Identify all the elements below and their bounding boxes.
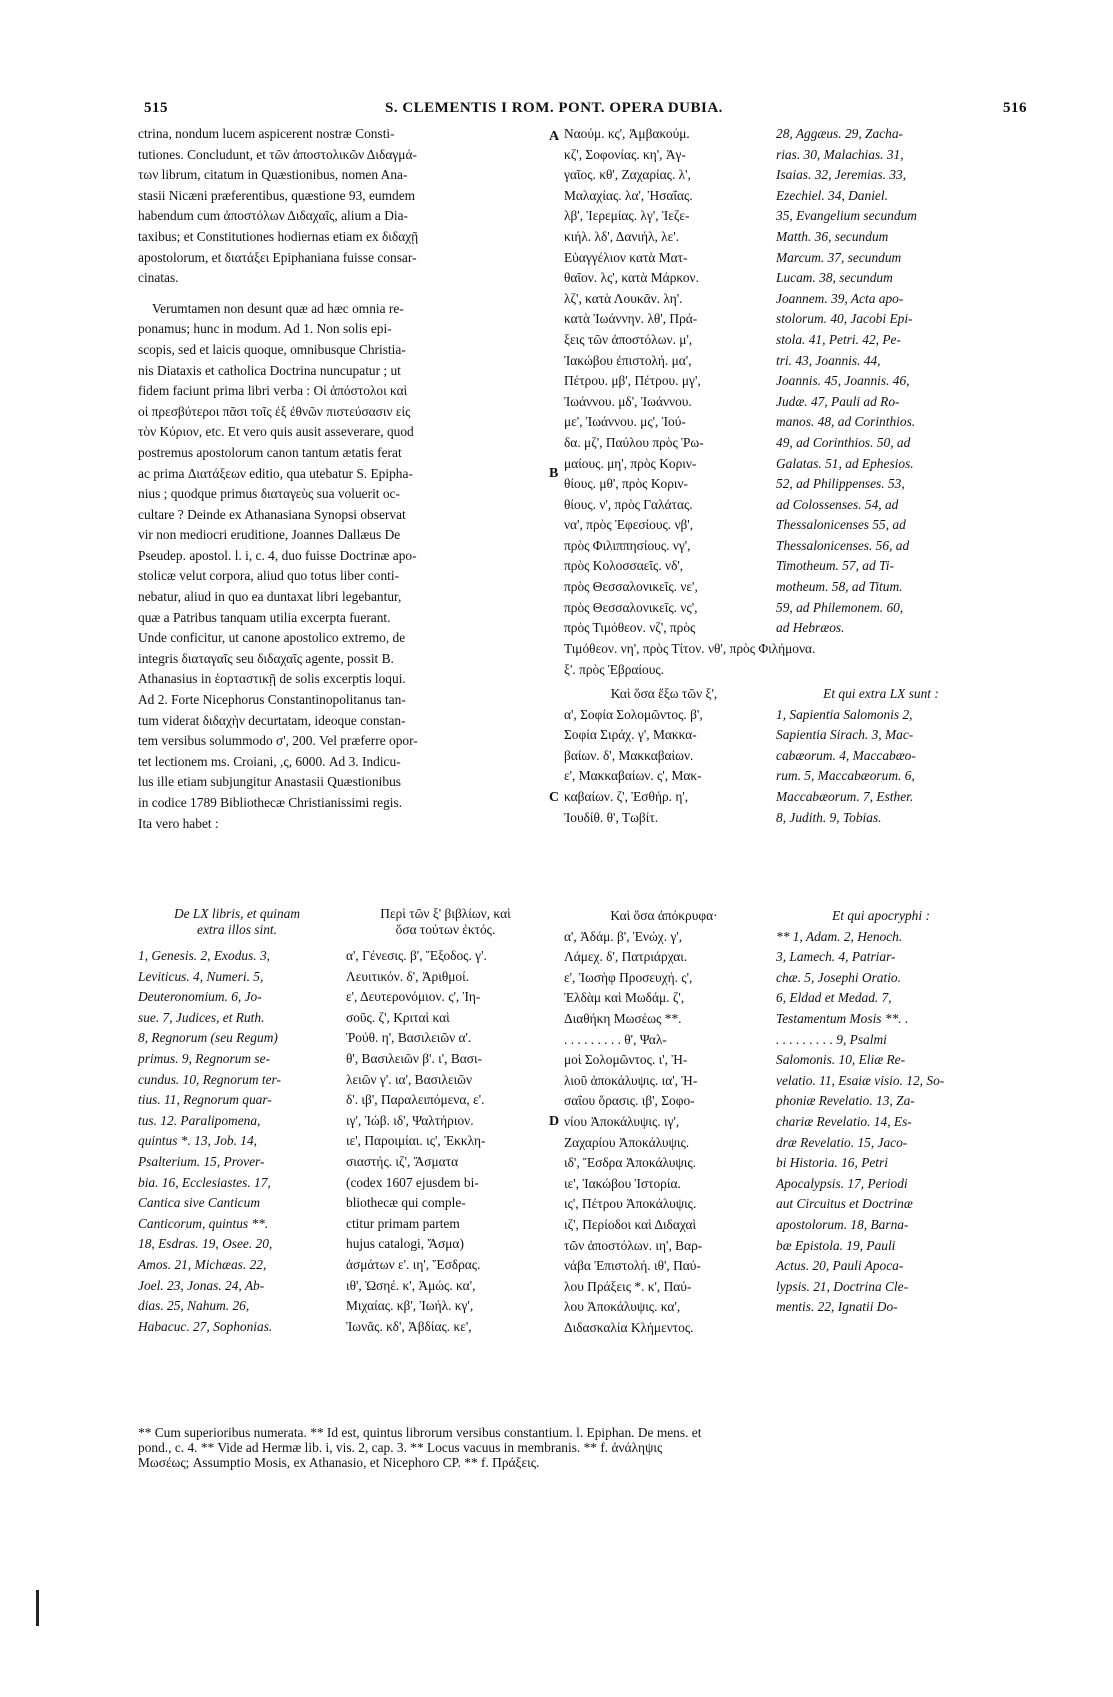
text-line: Canticorum, quintus **. (138, 1215, 269, 1231)
text-line: lus ille etiam subjungitur Anastasii Quæstionibus (138, 774, 401, 790)
text-line: Joannis. 45, Joannis. 46, (776, 373, 910, 389)
page-number-left: 515 (144, 100, 168, 116)
latin-sixty-books-list (138, 906, 336, 1337)
text-line: Σοφία Σιράχ. γ', Μακκα- (564, 727, 697, 743)
text-line: ctrina, nondum lucem aspicerent nostræ Consti- (138, 126, 395, 141)
text-line: stola. 41, Petri. 42, Pe- (776, 331, 901, 347)
text-line: πρὸς Τιμόθεον. νζ', πρὸς (564, 620, 696, 636)
text-line: habendum cum ἀποστόλων Διδαχαῖς, alium a Dia- (138, 208, 408, 224)
text-line: Verumtamen non desunt quæ ad hæc omnia re- (152, 300, 404, 316)
text-line: α', Γένεσις. β', Ἔξοδος. γ'. (346, 948, 487, 963)
text-line: ** 1, Adam. 2, Henoch. (776, 928, 903, 944)
text-line: cinatas. (138, 270, 179, 286)
text-line: πρὸς Θεσσαλονικεῖς. νς', (564, 599, 698, 615)
text-line: . . . . . . . . . 9, Psalmi (776, 1031, 887, 1047)
text-line: νάβα Ἐπιστολή. ιθ', Παύ- (564, 1258, 701, 1274)
section-heading: extra illos sint. (197, 922, 277, 937)
text-line: θίους. μθ', πρὸς Κοριν- (564, 476, 688, 492)
text-line: Ναούμ. κς', Ἀμβακούμ. (564, 126, 690, 141)
text-line: πρὸς Θεσσαλονικεῖς. νε', (564, 579, 698, 595)
text-line: Ἰακώβου ἐπιστολή. μα', (564, 352, 692, 368)
text-line: motheum. 58, ad Titum. (776, 579, 903, 595)
text-line: κζ', Σοφονίας. κη', Ἀγ- (564, 146, 686, 162)
text-line: quæ a Patribus tanquam utilia excerpta fuerant. (138, 609, 391, 625)
spanning-greek-lines (564, 639, 986, 680)
text-line: ιζ', Περίοδοι καὶ Διδαχαὶ (564, 1216, 697, 1232)
text-line: bia. 16, Ecclesiastes. 17, (138, 1174, 271, 1190)
text-line: ξεις τῶν ἀποστόλων. μ', (564, 331, 693, 347)
text-line: velatio. 11, Esaiæ visio. 12, So- (776, 1072, 945, 1088)
text-line: ε', Μακκαβαίων. ς', Μακ- (564, 768, 702, 784)
text-line: Pseudep. apostol. l. i, c. 4, duo fuisse Doctrinæ apo- (138, 547, 417, 563)
text-line: 1, Genesis. 2, Exodus. 3, (138, 948, 271, 963)
text-line: κιήλ. λδ', Δανιήλ, λε'. (564, 228, 680, 244)
text-line: Galatas. 51, ad Ephesios. (776, 455, 914, 471)
text-line: σοῦς. ζ', Κριταὶ καὶ (346, 1009, 450, 1025)
text-line: 1, Sapientia Salomonis 2, (776, 706, 913, 722)
text-line: Marcum. 37, secundum (776, 249, 902, 265)
text-line: Cantica sive Canticum (138, 1195, 260, 1211)
text-line: . . . . . . . . . θ', Ψαλ- (564, 1031, 667, 1047)
text-line: τῶν ἀποστόλων. ιη', Βαρ- (564, 1237, 703, 1253)
text-line: tem versibus solummodo σ', 200. Vel præferre opor- (138, 733, 418, 749)
text-line: ε', Δευτερονόμιον. ς', Ἰη- (346, 989, 481, 1005)
text-line: taxibus; et Constitutiones hodiernas etiam ex διδαχῇ (138, 228, 419, 244)
text-line: πρὸς Κολοσσαεῖς. νδ', (564, 558, 684, 574)
margin-letter-c: C (549, 790, 560, 805)
text-line: Apocalypsis. 17, Periodi (776, 1175, 908, 1191)
text-line: των librum, citatum in Quæstionibus, nomen Ana- (138, 167, 408, 183)
text-line: Ad 2. Forte Nicephorus Constantinopolitanus tan- (138, 692, 406, 708)
section-heading: Et qui extra LX sunt : (823, 686, 939, 701)
text-line: ιε', Παροιμίαι. ις', Ἐκκλη- (346, 1133, 486, 1149)
text-line: Deuteronomium. 6, Jo- (138, 989, 262, 1005)
section-heading: De LX libris, et quinam (173, 906, 301, 921)
text-line: με', Ἰωάννου. μς', Ἰού- (564, 414, 686, 430)
section-heading: Περὶ τῶν ξ' βιβλίων, καὶ (380, 906, 511, 921)
text-line: ιγ', Ἰώβ. ιδ', Ψαλτήριον. (346, 1112, 474, 1128)
text-line: 35, Evangelium secundum (776, 208, 917, 224)
text-line: Λάμεχ. δ', Πατριάρχαι. (564, 949, 688, 965)
text-line: chæ. 5, Josephi Oratio. (776, 969, 901, 985)
text-line: Διδασκαλία Κλήμεντος. (564, 1319, 694, 1335)
latin-extra-books (776, 684, 986, 828)
text-line: manos. 48, ad Corinthios. (776, 414, 916, 430)
text-line: 8, Judith. 9, Tobias. (776, 809, 882, 825)
greek-extra-books (564, 684, 764, 828)
text-line: ιε', Ἰακώβου Ἱστορία. (564, 1175, 681, 1191)
text-line: σαΐου ὅρασις. ιβ', Σοφο- (564, 1093, 695, 1109)
text-line: apostolorum, et διατάξει Epiphaniana fuisse consar- (138, 249, 417, 265)
text-line: Maccabæorum. 7, Esther. (776, 788, 914, 804)
section-heading: Et qui apocryphi : (832, 908, 930, 923)
text-line: cultare ? Deinde ex Athanasiana Synopsi observat (138, 506, 406, 522)
text-line: Leviticus. 4, Numeri. 5, (138, 968, 264, 984)
left-column-prose (138, 124, 545, 834)
text-line: Sapientia Sirach. 3, Mac- (776, 727, 914, 743)
text-line: Ἰωάννου. μδ', Ἰωάννου. (564, 393, 692, 409)
text-line: 8, Regnorum (seu Regum) (138, 1030, 278, 1046)
text-line: τὸν Κύριον, etc. Et vero quis ausit asseverare, quod (138, 424, 414, 440)
text-line: sue. 7, Judices, et Ruth. (138, 1009, 265, 1025)
text-line: Ἐλδὰμ καὶ Μωδάμ. ζ', (564, 990, 685, 1006)
text-line: Λευιτικόν. δ', Ἀριθμοί. (346, 968, 470, 984)
text-line: καβαίων. ζ', Ἐσθήρ. η', (564, 788, 689, 804)
text-line: δα. μζ', Παύλου πρὸς Ῥω- (564, 434, 704, 450)
text-line: cundus. 10, Regnorum ter- (138, 1071, 281, 1087)
text-line: rum. 5, Maccabæorum. 6, (776, 768, 915, 784)
text-line: nis Diataxis et catholica Doctrina nuncupatur ; ut (138, 362, 401, 378)
text-line: λου Πράξεις *. κ', Παύ- (564, 1278, 692, 1294)
text-line: (codex 1607 ejusdem bi- (346, 1174, 479, 1190)
text-line: scopis, sed et laicis quoque, omnibusque Christia- (138, 341, 406, 357)
text-line: λβ', Ἱερεμίας. λγ', Ἰεζε- (564, 208, 690, 224)
text-line: Joannem. 39, Acta apo- (776, 290, 904, 306)
text-line: α', Σοφία Σολομῶντος. β', (564, 706, 703, 722)
text-line: Μαλαχίας. λα', Ἡσαΐας. (564, 187, 693, 203)
text-line: tet lectionem ms. Croiani, ,ς, 6000. Ad 3. Indicu- (138, 753, 401, 769)
text-line: Joel. 23, Jonas. 24, Ab- (138, 1277, 265, 1293)
text-line: 52, ad Philippenses. 53, (776, 476, 905, 492)
text-line: Τιμόθεον. νη', πρὸς Τίτον. νθ', πρὸς Φιλήμονα. (564, 641, 816, 656)
text-line: Matth. 36, secundum (776, 228, 889, 244)
text-line: tutiones. Concludunt, et τῶν ἀποστολικῶν Διδαγμά- (138, 146, 417, 162)
text-line: chariæ Revelatio. 14, Es- (776, 1113, 912, 1129)
text-line: μαίους. μη', πρὸς Κοριν- (564, 455, 697, 471)
text-line: cabæorum. 4, Maccabæo- (776, 747, 916, 763)
text-line: θ', Βασιλειῶν β'. ι', Βασι- (346, 1050, 483, 1066)
text-line: rias. 30, Malachias. 31, (776, 146, 904, 162)
text-line: α', Ἀδάμ. β', Ἐνώχ. γ', (564, 928, 683, 944)
text-line: tri. 43, Joannis. 44, (776, 352, 881, 368)
text-line: Διαθήκη Μωσέως **. (564, 1010, 682, 1026)
text-line: πρὸς Φιλιππησίους. νγ', (564, 537, 691, 553)
text-line: aut Circuitus et Doctrinæ (776, 1196, 913, 1212)
text-line: θαῖον. λς', κατὰ Μάρκον. (564, 270, 699, 286)
text-line: Ἰωνᾶς. κδ', Ἀβδίας. κε', (346, 1318, 472, 1334)
text-line: οἱ πρεσβύτεροι πᾶσι τοῖς ἐξ ἐθνῶν πιστεύσασιν εἰς (138, 403, 411, 419)
text-line: integris διαταγαῖς seu διδαχαῖς agente, possit B. (138, 650, 394, 666)
text-line: bliothecæ qui comple- (346, 1195, 466, 1211)
text-line: Psalterium. 15, Prover- (138, 1153, 265, 1169)
text-line: ξ'. πρὸς Ἑβραίους. (564, 661, 664, 677)
text-line: Thessalonicenses 55, ad (776, 517, 906, 533)
margin-letter-b: B (549, 466, 559, 481)
section-heading: Καὶ ὅσα ἔξω τῶν ξ', (610, 686, 718, 701)
text-line: μοὶ Σολομῶντος. ι', Ἠ- (564, 1052, 688, 1068)
text-line: bi Historia. 16, Petri (776, 1155, 888, 1171)
text-line: κατὰ Ἰωάννην. λθ', Πρά- (564, 311, 698, 327)
text-line: βαίων. δ', Μακκαβαίων. (564, 747, 694, 763)
text-line: νίου Ἀποκάλυψις. ιγ', (564, 1113, 680, 1129)
text-line: postremus apostolorum canon tantum ætatis ferat (138, 444, 402, 460)
text-line: Isaias. 32, Jeremias. 33, (776, 167, 907, 183)
text-line: Salomonis. 10, Eliæ Re- (776, 1052, 906, 1068)
text-line: Unde conficitur, ut canone apostolico extremo, de (138, 630, 406, 646)
text-line: hujus catalogi, Ἄσμα) (346, 1236, 464, 1252)
text-line: phoniæ Revelatio. 13, Za- (776, 1093, 915, 1109)
text-line: να', πρὸς Ἐφεσίους. νβ', (564, 517, 694, 533)
text-line: δ'. ιβ', Παραλειπόμενα, ε'. (346, 1092, 485, 1108)
text-line: Μιχαίας. κβ', Ἰωήλ. κγ', (346, 1298, 474, 1314)
text-line: Timotheum. 57, ad Ti- (776, 558, 894, 574)
text-line: ις', Πέτρου Ἀποκάλυψις. (564, 1196, 697, 1212)
text-line: λζ', κατὰ Λουκᾶν. λη'. (564, 290, 683, 306)
text-line: ponamus; hunc in modum. Ad 1. Non solis epi- (138, 321, 392, 337)
text-line: lypsis. 21, Doctrina Cle- (776, 1278, 909, 1294)
footnote-line: pond., c. 4. ** Vide ad Hermæ lib. i, vis. 2, cap. 3. ** Locus vacuus in membranis. ** f. ἀνάληψις (138, 1440, 663, 1455)
text-line: Ζαχαρίου Ἀποκάλυψις. (564, 1134, 690, 1150)
text-line: 28, Aggæus. 29, Zacha- (776, 126, 903, 141)
text-line: Amos. 21, Michæas. 22, (138, 1256, 267, 1272)
text-line: apostolorum. 18, Barna- (776, 1216, 909, 1232)
text-line: σιαστής. ιζ', Ἄσματα (346, 1153, 459, 1169)
text-line: θίους. ν', πρὸς Γαλάτας. (564, 496, 693, 512)
text-line: vir non mediocri eruditione, Joannes Dallæus De (138, 527, 401, 543)
text-line: 3, Lamech. 4, Patriar- (776, 949, 896, 965)
text-line: ad Colossenses. 54, ad (776, 496, 899, 512)
text-line: λου Ἀποκάλυψις. κα', (564, 1299, 681, 1315)
greek-books-list (564, 124, 764, 639)
page-number-right: 516 (1003, 100, 1027, 116)
text-line: 49, ad Corinthios. 50, ad (776, 434, 911, 450)
text-line: 6, Eldad et Medad. 7, (776, 990, 892, 1006)
text-line: ἀσμάτων ε'. ιη', Ἔσδρας. (346, 1256, 481, 1272)
text-line: tus. 12. Paralipomena, (138, 1112, 261, 1128)
text-line: nius ; quodque primus διαταγεὺς sua voluerit oc- (138, 486, 400, 502)
text-line: λιοῦ ἀποκάλυψις. ια', Ἡ- (564, 1072, 698, 1088)
text-line: Εὐαγγέλιον κατὰ Ματ- (564, 249, 688, 265)
text-line: Lucam. 38, secundum (776, 270, 893, 286)
text-line: Judæ. 47, Pauli ad Ro- (776, 393, 900, 409)
text-line: Actus. 20, Pauli Apoca- (776, 1258, 904, 1274)
text-line: Πέτρου. μβ', Πέτρου. μγ', (564, 373, 701, 389)
text-line: mentis. 22, Ignatii Do- (776, 1299, 898, 1315)
latin-books-list (776, 124, 986, 639)
text-line: ε', Ἰωσὴφ Προσευχή. ς', (564, 969, 693, 985)
text-line: ιδ', Ἔσδρα Ἀποκάλυψις. (564, 1155, 696, 1171)
text-line: Ῥούθ. η', Βασιλειῶν α'. (346, 1030, 472, 1046)
text-line: bæ Epistola. 19, Pauli (776, 1237, 896, 1253)
text-line: stasii Nicæni præferentibus, quæstione 93, eumdem (138, 187, 416, 203)
text-line: tius. 11, Regnorum quar- (138, 1092, 272, 1108)
text-line: 18, Esdras. 19, Osee. 20, (138, 1236, 273, 1252)
text-line: ctitur primam partem (346, 1215, 460, 1231)
text-line: Athanasius in ἑορταστικῇ de solis excerptis loqui. (138, 671, 406, 687)
text-line: Habacuc. 27, Sophonias. (138, 1318, 273, 1334)
text-line: Ita vero habet : (138, 815, 219, 831)
footnote-line: ** Cum superioribus numerata. ** Id est, quintus librorum versibus constantium. l. Epiphan. De mens. et (138, 1425, 702, 1440)
text-line: Thessalonicenses. 56, ad (776, 537, 910, 553)
text-line: γαῖος. κθ', Ζαχαρίας. λ', (564, 167, 691, 183)
text-line: stolorum. 40, Jacobi Epi- (776, 311, 913, 327)
section-heading: Καὶ ὅσα ἀπόκρυφα· (610, 908, 718, 923)
text-line: nebatur, aliud in quo ea duntaxat libri legebantur, (138, 589, 402, 605)
greek-sixty-books-list (346, 906, 545, 1337)
text-line: dias. 25, Nahum. 26, (138, 1298, 250, 1314)
section-heading: ὅσα τούτων ἐκτός. (395, 922, 496, 937)
latin-apocrypha-list (776, 906, 986, 1318)
footnote-line: Μωσέως; Assumptio Mosis, ex Athanasio, et Nicephoro CP. ** f. Πράξεις. (138, 1455, 540, 1470)
text-line: Testamentum Mosis **. . (776, 1010, 909, 1026)
text-line: λειῶν γ'. ια', Βασιλειῶν (346, 1071, 473, 1087)
text-line: tum viderat διδαχὴν decurtatam, ideoque constan- (138, 712, 406, 728)
text-line: fidem faciunt prima libri verba : Οἱ ἀπόστολοι καὶ (138, 383, 408, 399)
margin-letter-a: A (549, 129, 560, 144)
running-title: S. CLEMENTIS I ROM. PONT. OPERA DUBIA. (385, 100, 723, 116)
text-line: ac prima Διατάξεων editio, qua utebatur S. Epipha- (138, 465, 413, 481)
text-line: ad Hebræos. (776, 620, 845, 636)
scan-edge-mark (36, 1590, 39, 1626)
text-line: primus. 9, Regnorum se- (138, 1050, 271, 1066)
text-line: dræ Revelatio. 15, Jaco- (776, 1134, 908, 1150)
text-line: Ezechiel. 34, Daniel. (776, 187, 888, 203)
text-line: in codice 1789 Bibliothecæ Christianissimi regis. (138, 795, 403, 810)
greek-apocrypha-list (564, 906, 764, 1338)
text-line: Ἰουδίθ. θ', Τωβίτ. (564, 809, 659, 825)
text-line: ιθ', Ὠσηέ. κ', Ἀμώς. κα', (346, 1277, 476, 1293)
footnotes (138, 1425, 986, 1470)
text-line: 59, ad Philemonem. 60, (776, 599, 904, 615)
margin-letter-d: D (549, 1114, 560, 1129)
text-line: quintus *. 13, Job. 14, (138, 1133, 258, 1149)
text-line: stolicæ velut corpora, aliud quo totus liber conti- (138, 568, 400, 584)
